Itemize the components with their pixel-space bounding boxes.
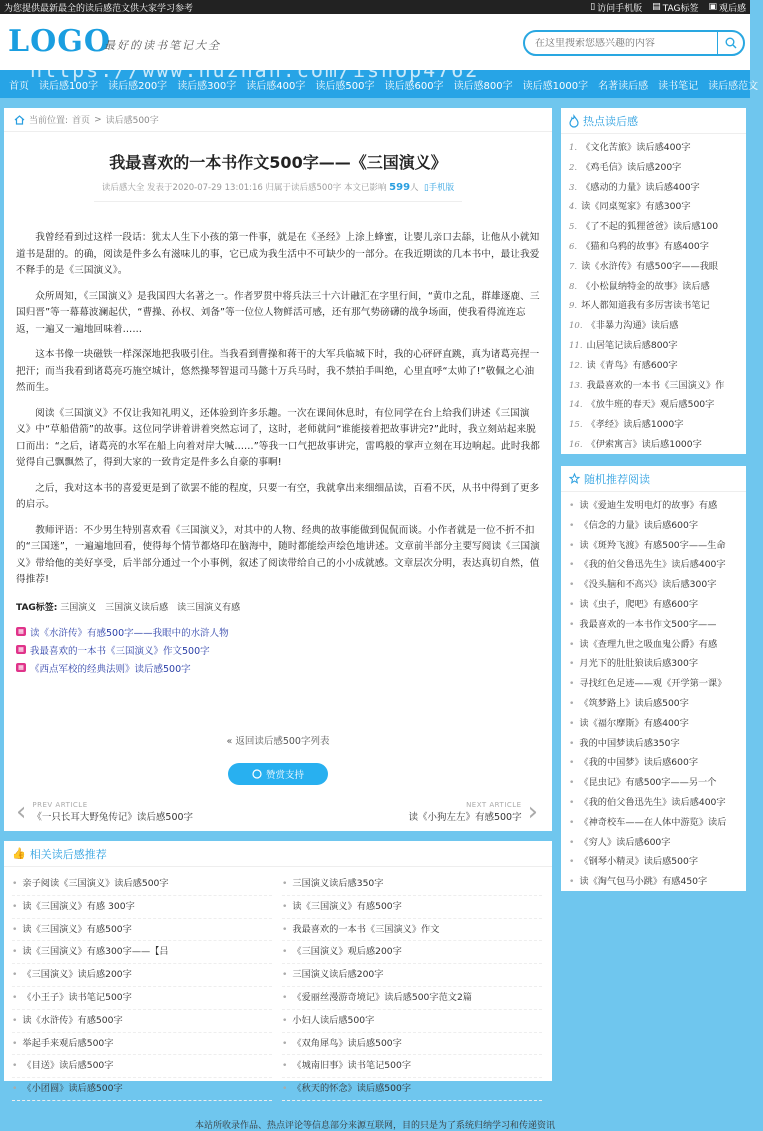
related-section	[4, 841, 552, 1095]
list-item[interactable]: • 读《水浒传》有感500字	[12, 1010, 272, 1033]
nav-item[interactable]: 读后感500字	[315, 80, 375, 92]
tag-list: TAG标签: 三国演义 三国演义读后感 读三国演义有感	[16, 602, 241, 613]
tag-link[interactable]: 三国演义	[60, 602, 97, 613]
list-item[interactable]: • 读《三国演义》有感 300字	[12, 896, 272, 919]
list-item[interactable]: • 我的中国梦读后感350字	[569, 734, 740, 754]
related-header: 👍 相关读后感推荐	[4, 841, 552, 867]
random-list	[561, 492, 746, 892]
list-item[interactable]: • 《我的伯父鲁迅先生》读后感400字	[569, 793, 740, 813]
list-item[interactable]: • 《昆虫记》有感500字——另一个	[569, 773, 740, 793]
list-item[interactable]: 14. 《放牛班的春天》观后感500字	[569, 399, 715, 411]
list-item[interactable]: • 读《爱迪生发明电灯的故事》有感	[569, 496, 740, 516]
list-item[interactable]: 16. 《伊索寓言》读后感1000字	[569, 438, 702, 450]
nav-item[interactable]: 读后感100字	[39, 80, 99, 92]
list-item[interactable]: 8. 《小松鼠纳特金的故事》读后感	[569, 280, 710, 292]
list-item[interactable]: • 举起手来观后感500字	[12, 1033, 272, 1056]
phone-icon: ▯	[423, 183, 429, 193]
breadcrumb-current[interactable]: 读后感500字	[105, 116, 159, 126]
nav-item[interactable]: 首页	[9, 80, 29, 92]
list-item[interactable]: • 寻找红色足迹——观《开学第一课》	[569, 674, 740, 694]
list-item[interactable]: • 《爱丽丝漫游奇境记》读后感500字范文2篇	[282, 987, 542, 1010]
list-item[interactable]: • 读《三国演义》有感300字——【吕	[12, 941, 272, 964]
list-item[interactable]: • 《小团圆》读后感500字	[12, 1078, 272, 1101]
tag-link[interactable]: 读三国演义有感	[177, 602, 241, 613]
tag-link[interactable]: ▤ TAG标签	[652, 2, 699, 14]
double-chevron-left-icon: «	[226, 735, 233, 747]
related-link[interactable]: ▦ 《西点军校的经典法则》读后感500字	[16, 661, 540, 675]
nav-item[interactable]: 读后感400字	[246, 80, 306, 92]
article-paragraph: 众所周知，《三国演义》是我国四大名著之一。作者罗贯中将兵法三十六计融汇在字里行间，“黄巾之乱，群雄逐鹿、三国归晋”等一幕幕波澜起伏，“曹操、孙权、刘备”等一位位人物鲜活可感，还有那气势磅礴的战争场面，使我看得流连忘返，一遍又一遍地回味着……	[16, 290, 540, 335]
list-item[interactable]: • 《筑梦路上》读后感500字	[569, 694, 740, 714]
list-item[interactable]: • 《秋天的怀念》读后感500字	[282, 1078, 542, 1101]
list-item[interactable]: • 《神奇校车——在人体中游览》读后	[569, 813, 740, 833]
tag-icon: ▤	[652, 2, 661, 12]
flame-icon	[569, 115, 579, 127]
article-card	[4, 108, 552, 831]
search-input[interactable]	[525, 38, 717, 49]
breadcrumb: 当前位置: 首页 > 读后感500字	[4, 108, 552, 132]
list-item[interactable]: 10. 《非暴力沟通》读后感	[569, 320, 679, 332]
list-item[interactable]: • 读《查理九世之吸血鬼公爵》有感	[569, 635, 740, 655]
watermark-text: https://www.huzhan.com/ishop4762	[30, 58, 480, 82]
list-item[interactable]: • 《我的伯父鲁迅先生》读后感400字	[569, 555, 740, 575]
list-item[interactable]: 4. 读《同桌冤家》有感300字	[569, 201, 691, 213]
list-item[interactable]: • 读《虫子，爬吧》有感600字	[569, 595, 740, 615]
main-nav	[0, 70, 759, 98]
list-item[interactable]: 1. 《文化苦旅》读后感400字	[569, 142, 691, 153]
list-item[interactable]: • 《信念的力量》读后感600字	[569, 516, 740, 536]
list-item[interactable]: • 《目送》读后感500字	[12, 1055, 272, 1078]
phone-icon: ▯	[590, 2, 596, 12]
nav-item[interactable]: 读后感范文	[708, 80, 759, 92]
breadcrumb-home[interactable]: 首页	[72, 116, 91, 126]
mobile-version-link[interactable]: ▯ 访问手机版	[590, 2, 643, 14]
list-item[interactable]: • 读《福尔摩斯》有感400字	[569, 714, 740, 734]
hot-section	[561, 108, 746, 454]
list-item[interactable]: • 读《淘气包马小跳》有感450字	[569, 872, 740, 892]
sidebar	[561, 108, 746, 891]
article-paragraph: 我曾经看到过这样一段话：犹太人生下小孩的第一件事，就是在《圣经》上涂上蜂蜜，让婴儿亲口去舔，让他从小就知道书是甜的。的确，阅读是件多么有滋味儿的事，它已成为我生活中不可缺少的一部分。在我近期读的几本书中，最让我爱不释手的是《三国演义》。	[16, 232, 540, 276]
nav-item[interactable]: 读后感1000字	[522, 80, 589, 92]
home-icon	[14, 115, 25, 125]
mobile-version-link[interactable]: ▯手机版	[423, 183, 455, 193]
nav-item[interactable]: 读后感600字	[384, 80, 444, 92]
nav-item[interactable]: 读后感200字	[108, 80, 168, 92]
nav-item[interactable]: 名著读后感	[598, 80, 649, 92]
site-header	[0, 14, 750, 70]
next-article-link[interactable]: NEXT ARTICLE 读《小狗左左》有感500字 ›	[408, 796, 538, 827]
list-item[interactable]: • 《没头脑和不高兴》读后感300字	[569, 575, 740, 595]
nav-item[interactable]: 读书笔记	[658, 80, 699, 92]
list-item[interactable]: 7. 读《水浒传》有感500字——我眼	[569, 260, 719, 272]
list-item[interactable]: 5. 《了不起的狐狸爸爸》读后感100	[569, 221, 719, 233]
prev-article-link[interactable]: ‹ PREV ARTICLE 《一只长耳大野兔传记》读后感500字	[16, 796, 194, 827]
view-count: 599	[389, 182, 411, 193]
article-paragraph: 教师评语：不少男生特别喜欢看《三国演义》，对其中的人物、经典的故事能做到侃侃而谈。小作者就是一位不折不扣的“三国迷”，一遍遍地回看，使得每个情节都烙印在脑海中，随时都能绘声绘色地讲述。文章前半部分主要写阅读《三国演义》带给他的美好享受，后半部分通过一个小事例，叙述了阅读带给自己的小小成就感。文章层次分明，表达真切自然，值得推荐!	[16, 524, 540, 585]
book-icon: ▦	[16, 663, 26, 672]
list-item[interactable]: • 读《三国演义》有感500字	[12, 919, 272, 942]
prev-next-nav	[4, 785, 552, 833]
list-item[interactable]: 11. 山居笔记读后感800字	[569, 339, 678, 351]
book-icon: ▦	[16, 645, 26, 654]
chevron-right-icon: ›	[527, 796, 538, 827]
list-item[interactable]: 3. 《感动的力量》读后感400字	[569, 181, 700, 193]
site-logo[interactable]: LOGO	[8, 24, 111, 59]
star-icon	[569, 473, 580, 484]
list-item[interactable]: • 月光下的肚肚狼读后感300字	[569, 654, 740, 674]
list-item[interactable]: • 《三国演义》读后感200字	[12, 964, 272, 987]
related-link[interactable]: ▦ 读《水浒传》有感500字——我眼中的水浒人物	[16, 625, 540, 639]
list-item[interactable]: • 读《斑羚飞渡》有感500字——生命	[569, 536, 740, 556]
tag-link[interactable]: 三国演义读后感	[105, 602, 169, 613]
book-icon: ▦	[16, 627, 26, 636]
back-to-list-link[interactable]: « 返回读后感500字列表	[226, 735, 330, 747]
list-item[interactable]: • 亲子阅读《三国演义》读后感500字	[12, 873, 272, 896]
donate-button[interactable]: 赞赏支持	[228, 763, 328, 785]
list-item[interactable]: • 《双角犀鸟》读后感500字	[282, 1033, 542, 1056]
random-header: 随机推荐阅读	[561, 466, 746, 492]
site-notice: 为您提供最新最全的读后感范文供大家学习参考	[4, 3, 194, 14]
article-paragraph: 这本书像一块磁铁一样深深地把我吸引住。当我看到曹操和蒋干的大军兵临城下时，我的心砰砰直跳，真为诸葛亮捏一把汗；而当我看到诸葛亮巧施空城计，悠然操琴智退司马懿十万兵马时，我不禁拍手叫绝，心里直呼“太帅了!”敬佩之心油然而生。	[16, 349, 540, 393]
list-item[interactable]: • 《小王子》读书笔记500字	[12, 987, 272, 1010]
hot-list	[561, 134, 746, 455]
article-title: 我最喜欢的一本书作文500字——《三国演义》	[109, 153, 447, 172]
article-paragraph: 之后，我对这本书的喜爱更是到了欲罢不能的程度，只要一有空，我就拿出来细细品读，百看不厌，从书中得到了更多的启示。	[16, 482, 540, 510]
search-icon	[725, 37, 737, 49]
list-item[interactable]: 2. 《鸡毛信》读后感200字	[569, 161, 682, 173]
list-item[interactable]: 9. 坏人都知道我有多厉害读书笔记	[569, 300, 710, 312]
related-list	[4, 867, 552, 1101]
hot-header: 热点读后感	[561, 108, 746, 134]
nav-item[interactable]: 读后感300字	[177, 80, 237, 92]
main-column	[4, 108, 552, 1095]
list-item[interactable]: • 三国演义读后感200字	[282, 964, 542, 987]
list-item[interactable]: 12. 读《青鸟》有感600字	[569, 359, 678, 371]
list-item[interactable]: • 我最喜欢的一本书作文500字——	[569, 615, 740, 635]
random-section	[561, 466, 746, 891]
list-item[interactable]: 15. 《孝经》读后感1000字	[569, 419, 684, 431]
coin-icon	[252, 769, 262, 779]
chevron-left-icon: ‹	[16, 796, 27, 827]
list-item[interactable]: 13. 我最喜欢的一本书《三国演义》作	[569, 379, 725, 391]
list-item[interactable]: • 小妇人读后感500字	[282, 1010, 542, 1033]
nav-item[interactable]: 读后感800字	[453, 80, 513, 92]
article-body	[4, 202, 552, 589]
search-button[interactable]	[717, 32, 743, 54]
guanhougan-link[interactable]: ▣ 观后感	[708, 2, 746, 14]
list-item[interactable]: • 《穷人》读后感600字	[569, 833, 740, 853]
related-link[interactable]: ▦ 我最喜欢的一本书《三国演义》作文500字	[16, 643, 540, 657]
thumbs-up-icon: 👍	[12, 847, 26, 860]
film-icon: ▣	[708, 2, 717, 12]
site-slogan: 最好的读书笔记大全	[104, 39, 221, 52]
footer-text: 本站所收录作品、热点评论等信息部分来源互联网，目的只是为了系统归纳学习和传递资讯	[194, 1121, 555, 1131]
list-item[interactable]: • 《我的中国梦》读后感600字	[569, 753, 740, 773]
top-bar	[0, 0, 750, 14]
article-meta: 读后感大全 发表于2020-07-29 13:01:16 归属于读后感500字 本文已影响 599人 ▯手机版	[94, 181, 462, 202]
list-item[interactable]: • 三国演义读后感350字	[282, 873, 542, 896]
list-item[interactable]: • 《钢琴小精灵》读后感500字	[569, 852, 740, 872]
list-item[interactable]: • 《城南旧事》读书笔记500字	[282, 1055, 542, 1078]
related-links	[4, 615, 552, 675]
article-paragraph: 阅读《三国演义》不仅让我知礼明义，还体验到许多乐趣。一次在课间休息时，有位同学在台上给我们讲述《三国演义》中“草船借箭”的故事。这位同学讲着讲着突然忘词了，这时，老师就问“谁能接着把故事讲完?”此时，我立刻站起来脱口而出：“之后，诸葛亮的水军在船上向着对岸大喊……”等我一口气把故事讲完，雷鸣般的掌声立刻在耳边响起。此时我都觉得自己飘飘然了，得到大家的一致肯定是件多么自豪的事啊!	[16, 407, 540, 468]
list-item[interactable]: • 《三国演义》观后感200字	[282, 941, 542, 964]
list-item[interactable]: • 读《三国演义》有感500字	[282, 896, 542, 919]
list-item[interactable]: 6. 《猫和乌鸦的故事》有感400字	[569, 240, 709, 252]
search-box	[523, 30, 745, 56]
list-item[interactable]: • 我最喜欢的一本书《三国演义》作文	[282, 919, 542, 942]
